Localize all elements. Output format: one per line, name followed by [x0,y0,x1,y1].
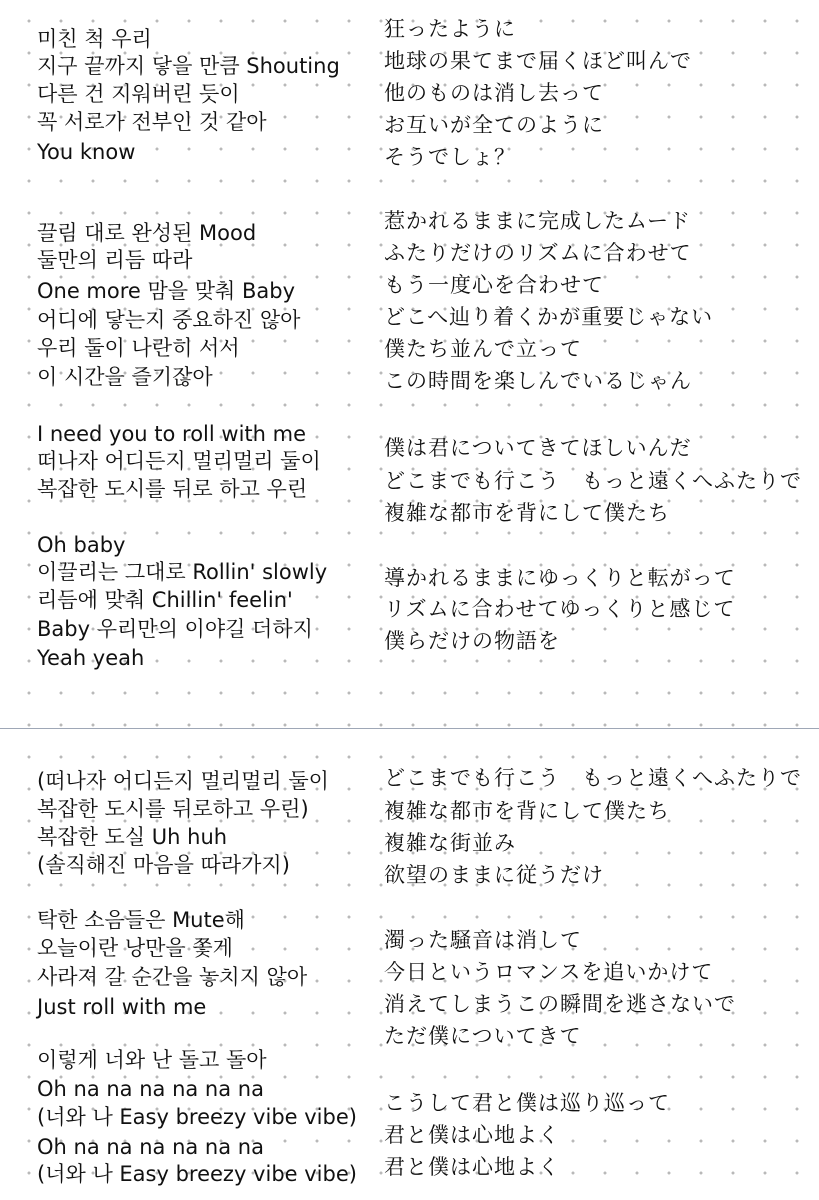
lyric-line: 君と僕は心地よく [384,1155,560,1179]
lyric-line: 복잡한 도실 Uh huh [37,825,228,849]
lyric-line: I need you to roll with me [37,422,307,446]
lyric-line: Oh baby [37,533,126,557]
lyric-line: 消えてしまうこの瞬間を逃さないで [384,992,736,1016]
lyric-line: 이끌리는 그대로 Rollin' slowly [37,560,328,584]
lyric-line: 惹かれるままに完成したムード [384,209,691,233]
lyric-line: ただ僕についてきて [384,1024,582,1048]
lyric-line: 複雑な都市を背にして僕たち [384,799,670,823]
lyric-line: 다른 건 지워버린 듯이 [37,82,240,106]
lyric-line: 欲望のままに従うだけ [384,863,604,887]
lyric-line: Just roll with me [37,995,207,1019]
lyric-line: Baby 우리만의 이야길 더하지 [37,617,313,641]
lyric-line: 복잡한 도시를 뒤로하고 우린) [37,797,309,821]
lyric-line: お互いが全てのように [384,113,604,137]
lyric-line: 떠나자 어디든지 멀리멀리 둘이 [37,449,321,473]
lyric-line: 今日というロマンスを追いかけて [384,960,714,984]
lyric-line: 탁한 소음들은 Mute해 [37,908,245,932]
lyrics-panel-bottom [0,732,819,1200]
lyric-line: どこまでも行こう もっと遠くへふたりで [384,469,802,493]
lyric-line: この時間を楽しんでいるじゃん [384,369,692,393]
lyric-line: (솔직해진 마음을 따라가지) [37,853,290,877]
lyric-line: Oh na na na na na na [37,1077,264,1101]
lyric-line: リズムに合わせてゆっくりと感じて [384,597,736,621]
lyric-line: 미친 척 우리 [37,27,152,51]
lyric-line: Yeah yeah [37,646,145,670]
lyric-line: 僕は君についてきてほしいんだ [384,436,692,460]
lyric-line: (너와 나 Easy breezy vibe vibe) [37,1105,357,1129]
lyric-line: You know [37,140,136,164]
lyric-line: 꼭 서로가 전부인 것 같아 [37,110,267,134]
lyric-line: 지구 끝까지 닿을 만큼 Shouting [37,54,340,78]
lyric-line: 둘만의 리듬 따라 [37,248,193,272]
lyric-line: (떠나자 어디든지 멀리멀리 둘이 [37,769,329,793]
lyric-line: もう一度心を合わせて [384,273,604,297]
lyric-line: 끌림 대로 완성된 Mood [37,221,257,245]
lyric-line: どこへ辿り着くかが重要じゃない [384,305,714,329]
lyric-line: 僕らだけの物語を [384,629,560,653]
lyric-line: 僕たち並んで立って [384,337,582,361]
lyric-line: こうして君と僕は巡り巡って [384,1091,670,1115]
lyric-line: 복잡한 도시를 뒤로 하고 우린 [37,477,308,501]
lyric-line: 우리 둘이 나란히 서서 [37,336,240,360]
lyric-line: One more 맘을 맞춰 Baby [37,279,296,303]
lyric-line: 이렇게 너와 난 돌고 돌아 [37,1048,267,1072]
lyric-line: 이 시간을 즐기잖아 [37,365,213,389]
lyric-line: 地球の果てまで届くほど叫んで [384,49,692,73]
lyric-line: そうでしょ？ [384,145,516,169]
lyric-line: 狂ったように [384,17,516,41]
lyric-line: 複雑な都市を背にして僕たち [384,501,670,525]
lyric-line: Oh na na na na na na [37,1135,264,1159]
lyric-line: 어디에 닿는지 중요하진 않아 [37,308,301,332]
lyric-line: (너와 나 Easy breezy vibe vibe) [37,1162,357,1186]
lyric-line: 君と僕は心地よく [384,1123,560,1147]
lyric-line: ふたりだけのリズムに合わせて [384,241,692,265]
lyric-line: 오늘이란 낭만을 쫓게 [37,936,233,960]
lyric-line: 複雑な街並み [384,831,516,855]
lyric-line: 他のものは消し去って [384,81,604,105]
lyric-line: どこまでも行こう もっと遠くへふたりで [384,766,802,790]
lyric-line: 리듬에 맞춰 Chillin' feelin' [37,588,293,612]
lyric-line: 導かれるままにゆっくりと転がって [384,566,736,590]
lyric-line: 濁った騒音は消して [384,928,582,952]
lyric-line: 사라져 갈 순간을 놓치지 않아 [37,965,308,989]
